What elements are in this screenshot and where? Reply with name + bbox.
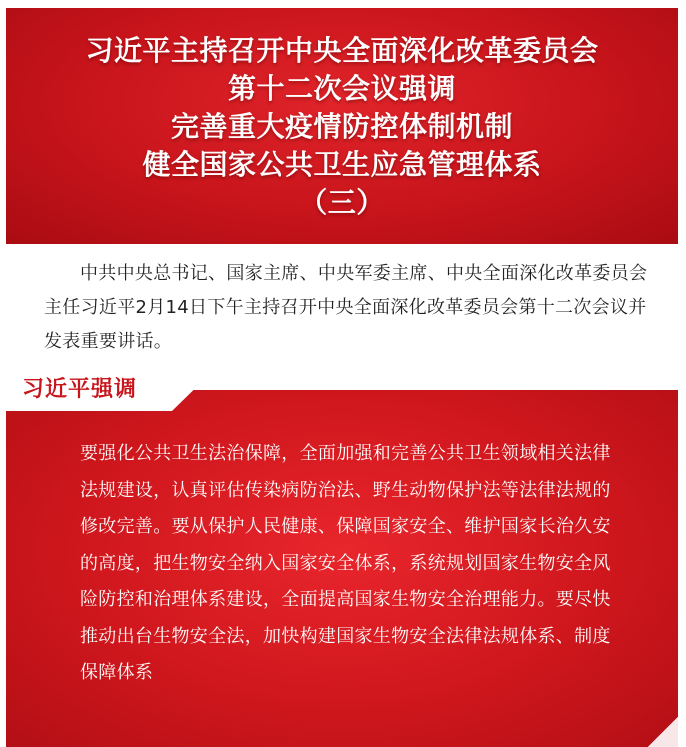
title-line-5: （三） bbox=[299, 186, 385, 219]
intro-paragraph: 中共中央总书记、国家主席、中央军委主席、中央全面深化改革委员会主任习近平2月14日下午主持召开中央全面深化改革委员会第十二次会议并发表重要讲话。 bbox=[44, 263, 648, 352]
corner-fold-decoration bbox=[648, 717, 678, 747]
title-line-1: 习近平主持召开中央全面深化改革委员会 bbox=[85, 34, 599, 67]
page-title bbox=[6, 32, 678, 222]
section-tag-label: 习近平强调 bbox=[22, 377, 138, 402]
quote-paragraph: 要强化公共卫生法治保障，全面加强和完善公共卫生领域相关法律法规建设，认真评估传染病防治法、野生动物保护法等法律法规的修改完善。要从保护人民健康、保障国家安全、维护国家长治久安的高度，把生物安全纳入国家安全体系，系统规划国家生物安全风险防控和治理体系建设，全面提高国家生物安全治理能力。要尽快推动出台生物安全法，加快构建国家生物安全法律法规体系、制度保障体系 bbox=[80, 443, 611, 683]
title-line-3: 完善重大疫情防控体制机制 bbox=[170, 110, 513, 143]
header-banner bbox=[6, 8, 678, 244]
title-line-4: 健全国家公共卫生应急管理体系 bbox=[142, 148, 542, 181]
title-line-2: 第十二次会议强调 bbox=[227, 72, 456, 105]
